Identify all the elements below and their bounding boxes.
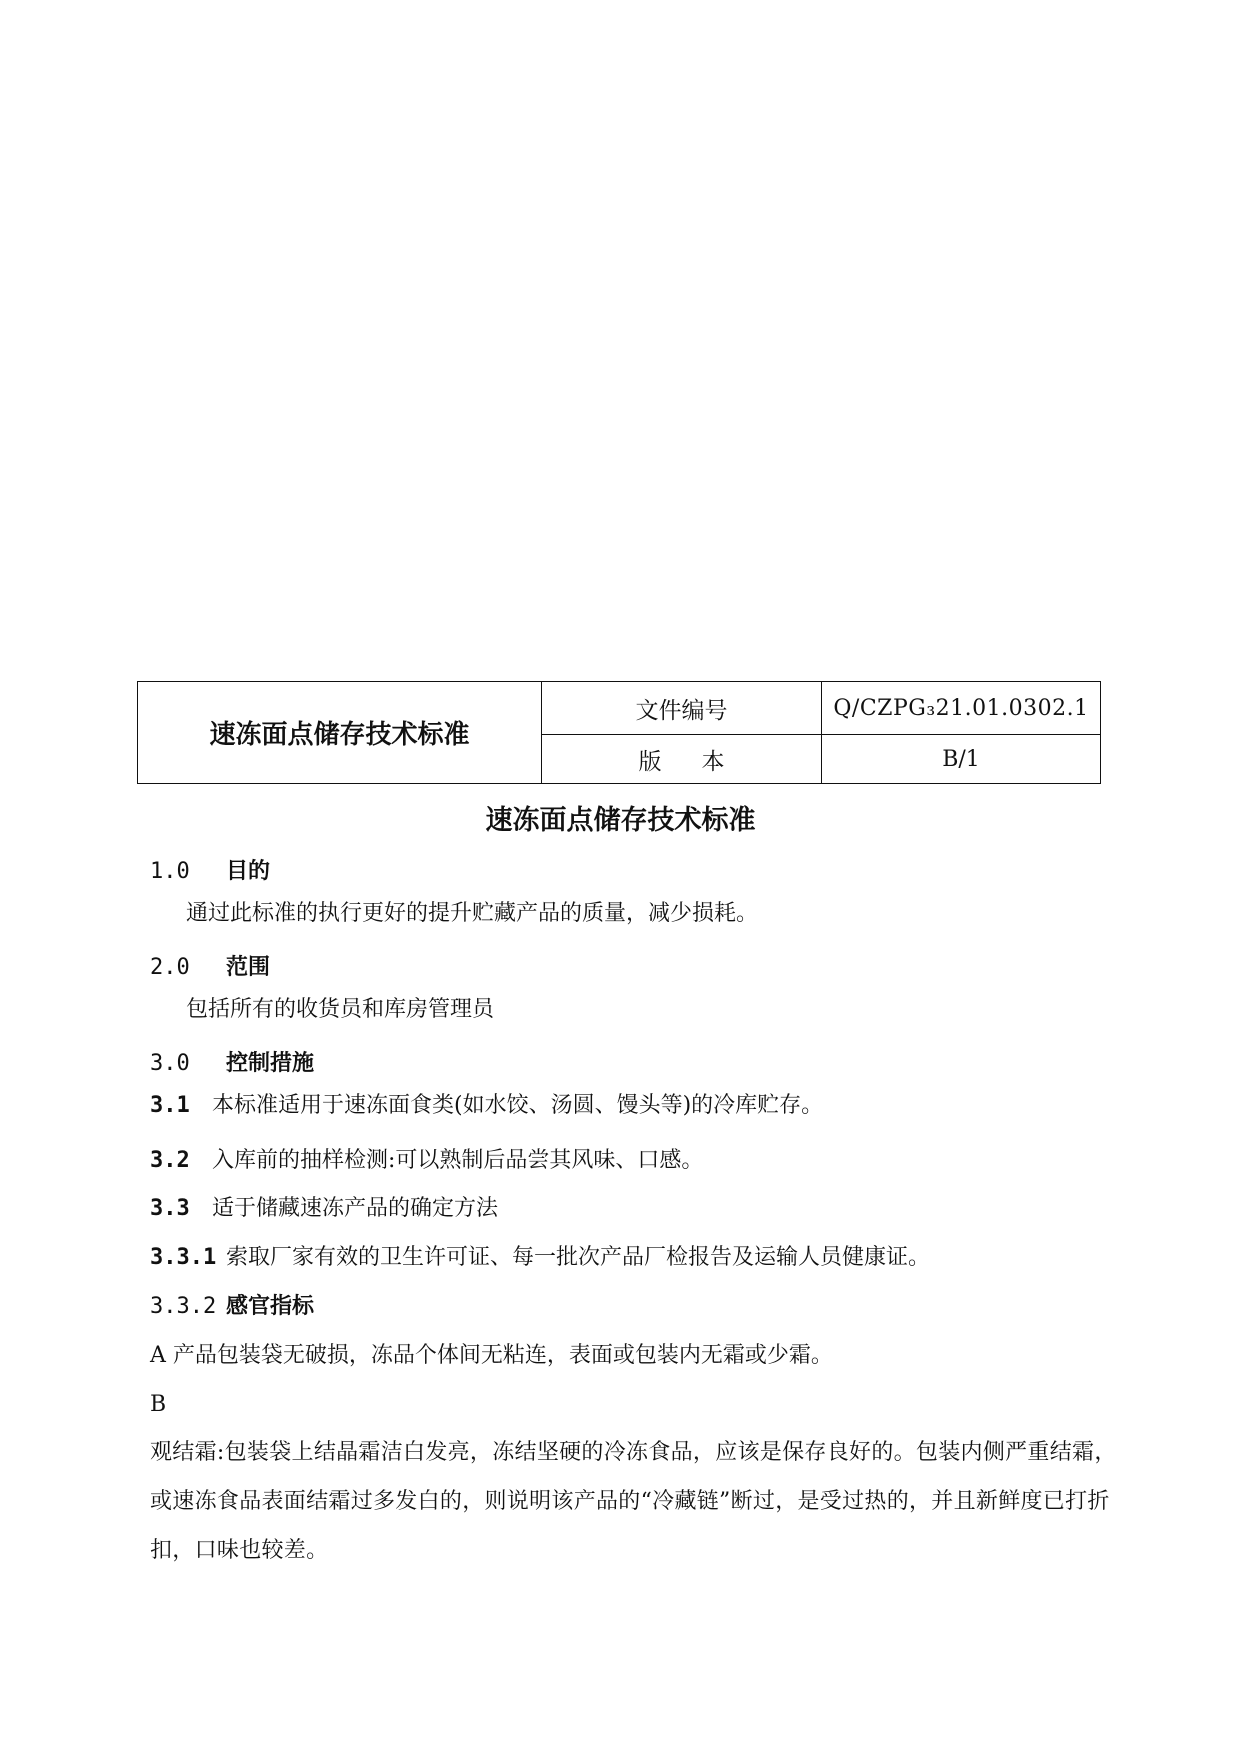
section-1-heading — [150, 857, 270, 887]
section-heading: 控制措施 — [226, 1051, 315, 1076]
header-table — [137, 681, 1101, 784]
clause-number: 3.3.1 — [150, 1245, 217, 1270]
clause-number: 3.2 — [150, 1148, 190, 1173]
section-heading: 范围 — [226, 955, 271, 980]
clause-3-3-2 — [150, 1292, 314, 1322]
clause-text: 本标准适用于速冻面食类(如水饺、汤圆、馒头等)的冷库贮存。 — [212, 1093, 824, 1118]
clause-text: 入库前的抽样检测:可以熟制后品尝其风味、口感。 — [212, 1148, 704, 1173]
clause-3-2 — [150, 1146, 703, 1176]
doc-number-value: Q/CZPG₃21.01.0302.1 — [822, 682, 1100, 735]
clause-number: 3.1 — [150, 1093, 190, 1118]
section-number: 1.0 — [150, 859, 190, 884]
section-number: 3.0 — [150, 1051, 190, 1076]
section-2-body: 包括所有的收货员和库房管理员 — [186, 997, 495, 1022]
clause-number: 3.3 — [150, 1196, 190, 1221]
clause-text: 索取厂家有效的卫生许可证、每一批次产品厂检报告及运输人员健康证。 — [226, 1245, 931, 1270]
section-3-heading — [150, 1049, 314, 1079]
frost-paragraph: 观结霜:包装袋上结晶霜洁白发亮，冻结坚硬的冷冻食品，应该是保存良好的。包装内侧严重结霜，或速冻食品表面结霜过多发白的，则说明该产品的“冷藏链”断过，是受过热的，并且新鲜度已打折扣，口味也较差。 — [150, 1440, 1117, 1563]
document-title: 速冻面点储存技术标准 — [485, 805, 756, 836]
section-heading: 目的 — [226, 859, 271, 884]
doc-number-label: 文件编号 — [542, 682, 822, 735]
clause-3-1 — [150, 1091, 823, 1121]
clause-number: 3.3.2 — [150, 1294, 217, 1319]
clause-text: 感官指标 — [226, 1294, 315, 1319]
version-value: B/1 — [942, 746, 980, 772]
item-b: B — [150, 1392, 167, 1417]
clause-text: 适于储藏速冻产品的确定方法 — [212, 1196, 499, 1221]
clause-3-3-1 — [150, 1243, 930, 1273]
section-1-body: 通过此标准的执行更好的提升贮藏产品的质量，减少损耗。 — [186, 901, 759, 926]
section-2-heading — [150, 953, 270, 983]
version-label: 版本 — [542, 735, 822, 783]
section-number: 2.0 — [150, 955, 190, 980]
item-a: A 产品包装袋无破损，冻品个体间无粘连，表面或包装内无霜或少霜。 — [150, 1343, 833, 1368]
header-title: 速冻面点储存技术标准 — [138, 682, 542, 783]
clause-3-3 — [150, 1194, 498, 1224]
